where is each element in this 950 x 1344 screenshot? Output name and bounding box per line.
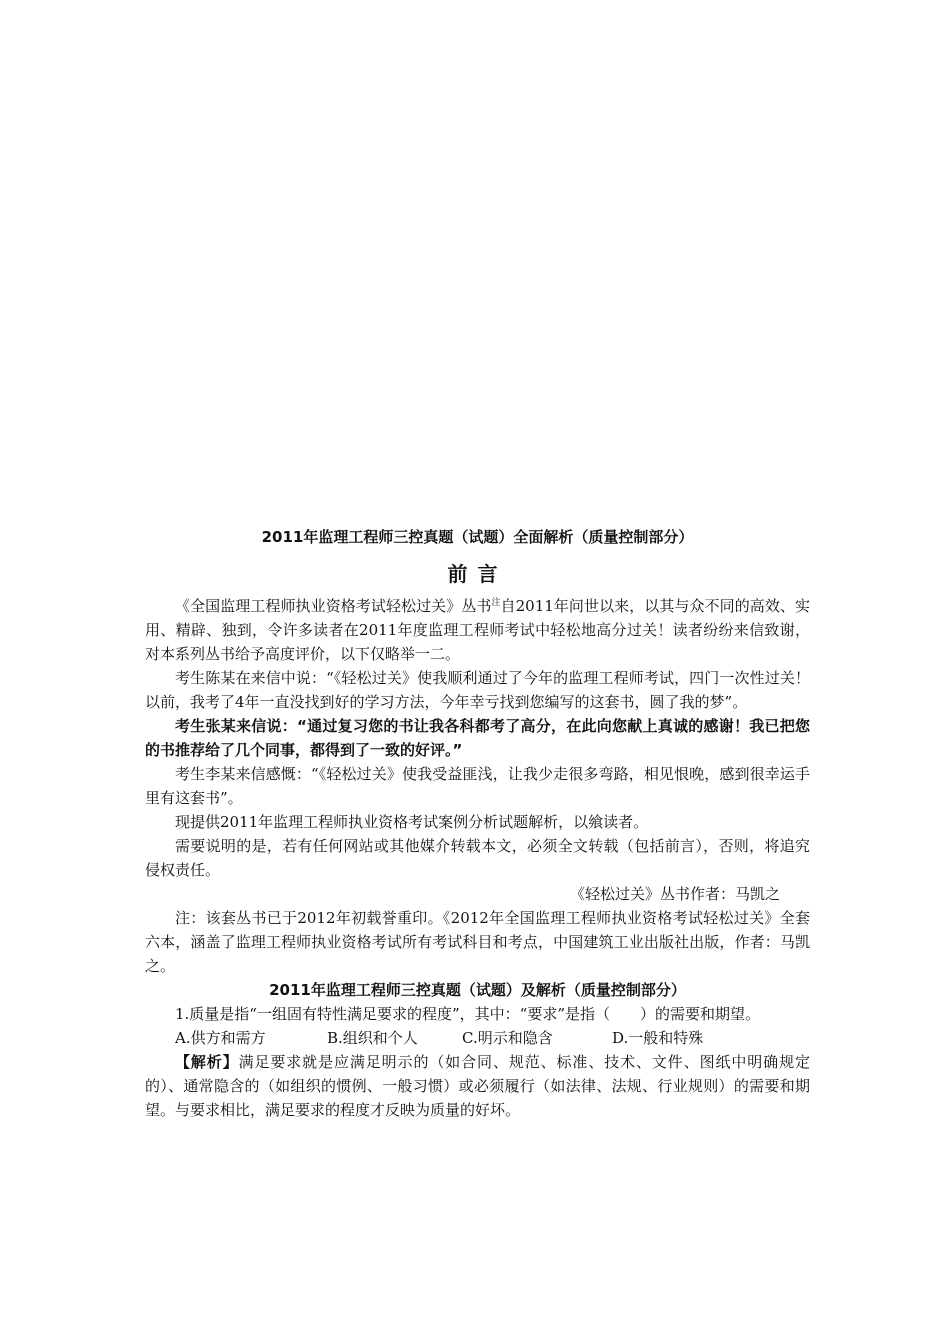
- section-title: 2011年监理工程师三控真题（试题）及解析（质量控制部分）: [269, 981, 686, 999]
- option-a: A.供方和需方: [175, 1029, 266, 1047]
- preface-paragraph-1: [145, 594, 810, 666]
- preface-heading: 前言: [447, 562, 508, 586]
- document-page: [145, 526, 810, 1122]
- question-1-options: [145, 1026, 810, 1050]
- preface-paragraph-2: 考生陈某在来信中说：“《轻松过关》使我顺利通过了今年的监理工程师考试，四门一次性过关！以前，我考了4年一直没找到好的学习方法，今年幸亏找到您编写的这套书，圆了我的梦”。: [145, 669, 810, 711]
- preface-paragraph-5: 现提供2011年监理工程师执业资格考试案例分析试题解析，以飨读者。: [175, 813, 649, 831]
- preface-paragraph-3: 考生张某来信说：“通过复习您的书让我各科都考了高分，在此向您献上真诚的感谢！我已把您的书推荐给了几个同事，都得到了一致的好评。”: [145, 717, 810, 759]
- question-1-analysis: [145, 1050, 810, 1122]
- preface-paragraph-4: 考生李某来信感慨：“《轻松过关》使我受益匪浅，让我少走很多弯路，相见恨晚，感到很幸运手里有这套书”。: [145, 765, 810, 807]
- preface-paragraph-6: 需要说明的是，若有任何网站或其他媒介转载本文，必须全文转载（包括前言），否则，将追究侵权责任。: [145, 837, 810, 879]
- preface-note: 注：该套丛书已于2012年初载誉重印。《2012年全国监理工程师执业资格考试轻松过关》全套六本，涵盖了监理工程师执业资格考试所有考试科目和考点，中国建筑工业出版社出版，作者：马凯之。: [145, 909, 810, 975]
- preface-signature: 《轻松过关》丛书作者：马凯之: [569, 885, 780, 903]
- option-c: C.明示和隐含: [462, 1029, 553, 1047]
- note-mark: 注: [491, 598, 501, 608]
- question-1-stem: 1.质量是指“一组固有特性满足要求的程度”，其中：“要求”是指（ ）的需要和期望。: [175, 1005, 760, 1023]
- analysis-text: 满足要求就是应满足明示的（如合同、规范、标准、技术、文件、图纸中明确规定的）、通常隐含的（如组织的惯例、一般习惯）或必须履行（如法律、法规、行业规则）的需要和期望。与要求相比，满足要求的程度才反映为质量的好坏。: [145, 1053, 810, 1119]
- option-b: B.组织和个人: [327, 1029, 418, 1047]
- preface-p1-start: 《全国监理工程师执业资格考试轻松过关》丛书: [175, 597, 492, 615]
- option-d: D.一般和特殊: [612, 1029, 704, 1047]
- document-title: 2011年监理工程师三控真题（试题）全面解析（质量控制部分）: [261, 528, 694, 546]
- preface-p1-end: 自2011年问世以来，以其与众不同的高效、实用、精辟、独到，令许多读者在2011年度监理工程师考试中轻松地高分过关！读者纷纷来信致谢，对本系列丛书给予高度评价，以下仅略举一二。: [145, 597, 810, 663]
- analysis-label: 【解析】: [175, 1053, 239, 1071]
